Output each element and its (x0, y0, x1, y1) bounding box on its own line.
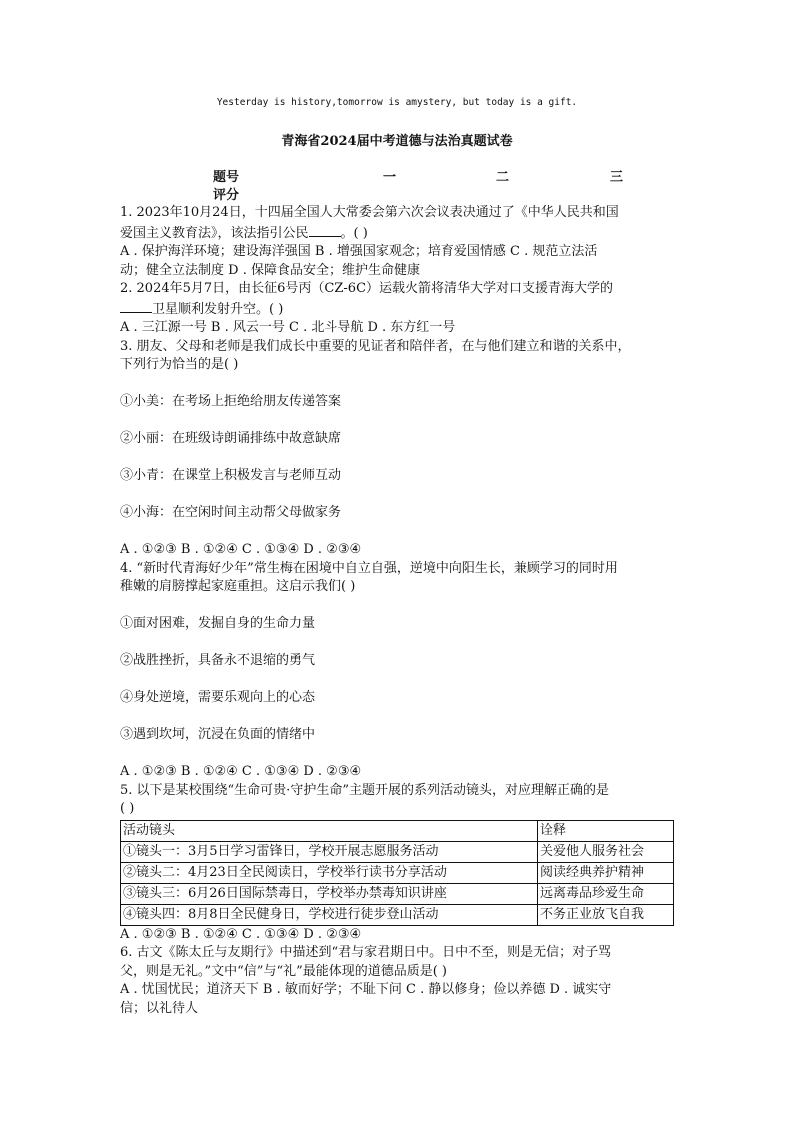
q6-options-line2: 信；以礼待人 (120, 1000, 199, 1016)
activity-table (120, 820, 674, 926)
table-header: 诠释 (538, 820, 674, 841)
table-cell: ①镜头一：3月5日学习雷锋日，学校开展志愿服务活动 (121, 841, 538, 862)
q2-options: A . 三江源一号 B . 风云一号 C . 北斗导航 D . 东方红一号 (120, 320, 456, 335)
q1-stem-line2 (120, 223, 680, 244)
score-column-1: 一 (383, 170, 397, 185)
page-title: 青海省2024届中考道德与法治真题试卷 (281, 134, 513, 149)
q4-stem-line1: 4. “新时代青海好少年”常生梅在困境中自立自强，逆境中向阳生长，兼顾学习的同时用 (120, 560, 618, 576)
q2-stem-text: 卫星顺利发射升空。( ) (152, 301, 284, 317)
q4-item-2: ②战胜挫折，具备永不退缩的勇气 (120, 653, 316, 668)
q4-stem-line2: 稚嫩的肩膀撑起家庭重担。这启示我们( ) (120, 579, 356, 594)
table-cell: 不务正业放飞自我 (538, 904, 674, 925)
table-row (121, 904, 674, 925)
q1-options-line2: 动；健全立法制度 D . 保障食品安全；维护生命健康 (120, 262, 420, 278)
table-row (121, 862, 674, 883)
q5-options: A . ①②③ B . ①②④ C . ①③④ D . ②③④ (120, 926, 362, 942)
q5-stem-line1: 5. 以下是某校围绕“生命可贵·守护生命”主题开展的系列活动镜头，对应理解正确的是 (120, 782, 609, 798)
table-cell: ②镜头二：4月23日全民阅读日，学校举行读书分享活动 (121, 862, 538, 883)
table-row (121, 883, 674, 904)
table-cell: 远离毒品珍爱生命 (538, 883, 674, 904)
score-row-label-score: 评分 (213, 188, 240, 203)
q6-stem-line2: 父，则是无礼。”文中“信”与“礼”最能体现的道德品质是( ) (120, 963, 448, 979)
q4-options: A . ①②③ B . ①②④ C . ①③④ D . ②③④ (120, 764, 362, 779)
header-motto: Yesterday is history,tomorrow is amystery, but today is a gift. (216, 97, 578, 108)
score-column-3: 三 (610, 170, 624, 185)
q3-stem-line1: 3. 朋友、父母和老师是我们成长中重要的见证者和陪伴者，在与他们建立和谐的关系中， (120, 338, 631, 354)
q1-stem-line1: 1. 2023年10月24日，十四届全国人大常委会第六次会议表决通过了《中华人民共和国 (120, 205, 619, 220)
q6-options-line1: A . 忧国忧民；道济天下 B . 敏而好学；不耻下问 C . 静以修身；俭以养德 D . 诚实守 (120, 982, 612, 997)
table-header: 活动镜头 (121, 820, 538, 841)
q4-item-1: ①面对困难，发掘自身的生命力量 (120, 616, 316, 631)
q1-stem-tail: 。( ) (340, 225, 368, 241)
table-cell: ③镜头三：6月26日国际禁毒日，学校举办禁毒知识讲座 (121, 883, 538, 904)
score-table (213, 166, 633, 202)
table-cell: ④镜头四：8月8日全民健身日，学校进行徒步登山活动 (121, 904, 538, 925)
q2-stem-line2 (120, 299, 680, 320)
q1-options-line1: A . 保护海洋环境；建设海洋强国 B . 增强国家观念；培育爱国情感 C . 规范立法活 (120, 244, 598, 259)
q5-stem-line2: ( ) (120, 801, 135, 816)
table-cell: 阅读经典养护精神 (538, 862, 674, 883)
q3-stem-line2: 下列行为恰当的是( ) (120, 357, 239, 372)
q6-stem-line1: 6. 古文《陈太丘与友期行》中描述到“君与家君期日中。日中不至，则是无信；对子骂 (120, 945, 612, 960)
table-cell: 关爱他人服务社会 (538, 841, 674, 862)
table-header-row (121, 820, 674, 841)
q4-item-3: ④身处逆境，需要乐观向上的心态 (120, 690, 316, 705)
answer-blank (309, 223, 341, 237)
answer-blank (120, 299, 152, 313)
q3-item-3: ③小青：在课堂上积极发言与老师互动 (120, 468, 342, 483)
question-list (120, 204, 680, 1018)
q3-item-2: ②小丽：在班级诗朗诵排练中故意缺席 (120, 431, 342, 446)
q3-item-4: ④小海：在空闲时间主动帮父母做家务 (120, 505, 342, 520)
table-row (121, 841, 674, 862)
score-column-2: 二 (496, 170, 510, 185)
q3-item-1: ①小美：在考场上拒绝给朋友传递答案 (120, 394, 342, 409)
q1-stem-text: 爱国主义教育法》，该法指引公民 (120, 225, 309, 241)
q4-item-4: ③遇到坎坷，沉浸在负面的情绪中 (120, 727, 316, 742)
q2-stem-line1: 2. 2024年5月7日，由长征6号丙（CZ-6C）运载火箭将清华大学对口支援青海大学的 (120, 281, 614, 296)
score-row-label-number: 题号 (213, 170, 240, 185)
q3-options: A . ①②③ B . ①②④ C . ①③④ D . ②③④ (120, 542, 362, 557)
